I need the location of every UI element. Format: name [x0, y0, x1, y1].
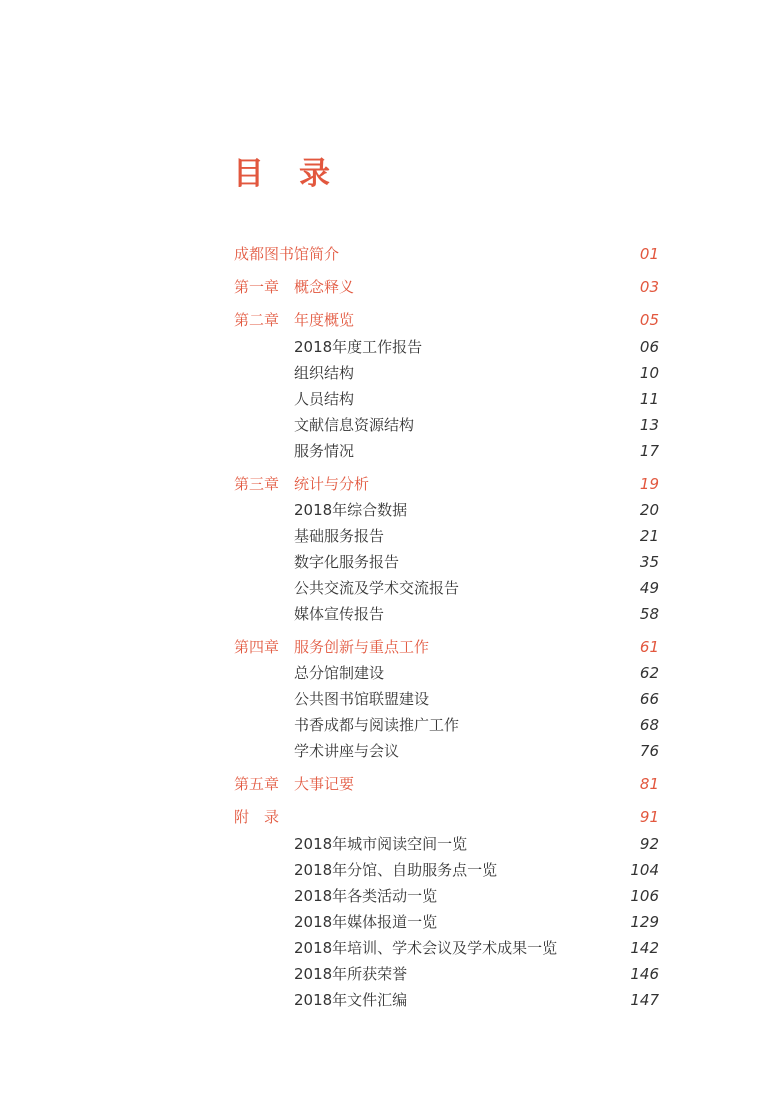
toc-entry-title: 2018年培训、学术会议及学术成果一览 — [294, 939, 558, 957]
toc-page-number: 03 — [639, 278, 659, 296]
toc-chapter-label: 成都图书馆简介 — [234, 245, 340, 263]
toc-page-number: 13 — [639, 416, 659, 434]
toc-section-row — [0, 988, 780, 1012]
toc-chapter-row — [0, 308, 780, 332]
toc-entry-title: 媒体宣传报告 — [294, 605, 385, 623]
toc-page-number: 129 — [630, 913, 659, 931]
toc-entry-title: 基础服务报告 — [294, 527, 385, 545]
toc-page-number: 66 — [639, 690, 659, 708]
toc-page-number: 49 — [639, 579, 659, 597]
toc-chapter-row — [0, 242, 780, 266]
toc-chapter-row — [0, 635, 780, 659]
toc-entry-title: 文献信息资源结构 — [294, 416, 415, 434]
toc-entry-title: 2018年综合数据 — [294, 501, 408, 519]
toc-page-number: 91 — [639, 808, 659, 826]
toc-page-number: 21 — [639, 527, 659, 545]
toc-page-number: 61 — [639, 638, 659, 656]
toc-page-number: 05 — [639, 311, 659, 329]
toc-section-row — [0, 739, 780, 763]
toc-section-row — [0, 413, 780, 437]
toc-page-number: 10 — [639, 364, 659, 382]
toc-section-row — [0, 687, 780, 711]
toc-entry-title: 人员结构 — [294, 390, 355, 408]
toc-entry-title: 2018年度工作报告 — [294, 338, 423, 356]
toc-page-number: 146 — [630, 965, 659, 983]
toc-entry-title: 2018年媒体报道一览 — [294, 913, 438, 931]
toc-page-number: 81 — [639, 775, 659, 793]
toc-section-row — [0, 858, 780, 882]
toc-section-row — [0, 713, 780, 737]
toc-page-number: 20 — [639, 501, 659, 519]
toc-page-number: 68 — [639, 716, 659, 734]
toc-section-row — [0, 335, 780, 359]
toc-page-number: 06 — [639, 338, 659, 356]
toc-entry-title: 大事记要 — [294, 775, 355, 793]
toc-chapter-label: 第二章 — [234, 311, 280, 329]
toc-entry-title: 2018年各类活动一览 — [294, 887, 438, 905]
toc-entry-title: 学术讲座与会议 — [294, 742, 400, 760]
toc-chapter-label: 第一章 — [234, 278, 280, 296]
toc-section-row — [0, 832, 780, 856]
toc-entry-title: 总分馆制建设 — [294, 664, 385, 682]
toc-section-row — [0, 884, 780, 908]
toc-page-number: 106 — [630, 887, 659, 905]
toc-entry-title: 公共图书馆联盟建设 — [294, 690, 430, 708]
toc-chapter-label: 附 录 — [234, 808, 280, 826]
toc-page-number: 92 — [639, 835, 659, 853]
toc-chapter-row — [0, 275, 780, 299]
toc-section-row — [0, 910, 780, 934]
toc-section-row — [0, 361, 780, 385]
toc-entry-title: 服务情况 — [294, 442, 355, 460]
toc-page-number: 11 — [639, 390, 659, 408]
toc-page-number: 142 — [630, 939, 659, 957]
toc-section-row — [0, 661, 780, 685]
toc-section-row — [0, 602, 780, 626]
toc-chapter-row — [0, 805, 780, 829]
toc-entry-title: 数字化服务报告 — [294, 553, 400, 571]
toc-entry-title: 年度概览 — [294, 311, 355, 329]
toc-chapter-label: 第五章 — [234, 775, 280, 793]
toc-section-row — [0, 439, 780, 463]
toc-page-number: 62 — [639, 664, 659, 682]
toc-page-number: 01 — [639, 245, 659, 263]
toc-section-row — [0, 936, 780, 960]
toc-section-row — [0, 962, 780, 986]
toc-section-row — [0, 524, 780, 548]
toc-entry-title: 组织结构 — [294, 364, 355, 382]
toc-chapter-row — [0, 772, 780, 796]
toc-page-number: 147 — [630, 991, 659, 1009]
toc-entry-title: 概念释义 — [294, 278, 355, 296]
toc-entry-title: 公共交流及学术交流报告 — [294, 579, 460, 597]
toc-chapter-label: 第四章 — [234, 638, 280, 656]
toc-chapter-row — [0, 472, 780, 496]
toc-page-number: 76 — [639, 742, 659, 760]
toc-page-number: 17 — [639, 442, 659, 460]
toc-entry-title: 服务创新与重点工作 — [294, 638, 430, 656]
toc-chapter-label: 第三章 — [234, 475, 280, 493]
toc-entry-title: 2018年文件汇编 — [294, 991, 408, 1009]
toc-entry-title: 2018年城市阅读空间一览 — [294, 835, 468, 853]
toc-entry-title: 2018年分馆、自助服务点一览 — [294, 861, 498, 879]
toc-section-row — [0, 550, 780, 574]
toc-page-number: 19 — [639, 475, 659, 493]
toc-entry-title: 2018年所获荣誉 — [294, 965, 408, 983]
toc-page-number: 35 — [639, 553, 659, 571]
toc-entry-title: 统计与分析 — [294, 475, 370, 493]
toc-section-row — [0, 387, 780, 411]
page-title: 目 录 — [233, 156, 332, 192]
toc-entry-title: 书香成都与阅读推广工作 — [294, 716, 460, 734]
toc-section-row — [0, 576, 780, 600]
toc-page-number: 58 — [639, 605, 659, 623]
toc-page-number: 104 — [630, 861, 659, 879]
toc-section-row — [0, 498, 780, 522]
